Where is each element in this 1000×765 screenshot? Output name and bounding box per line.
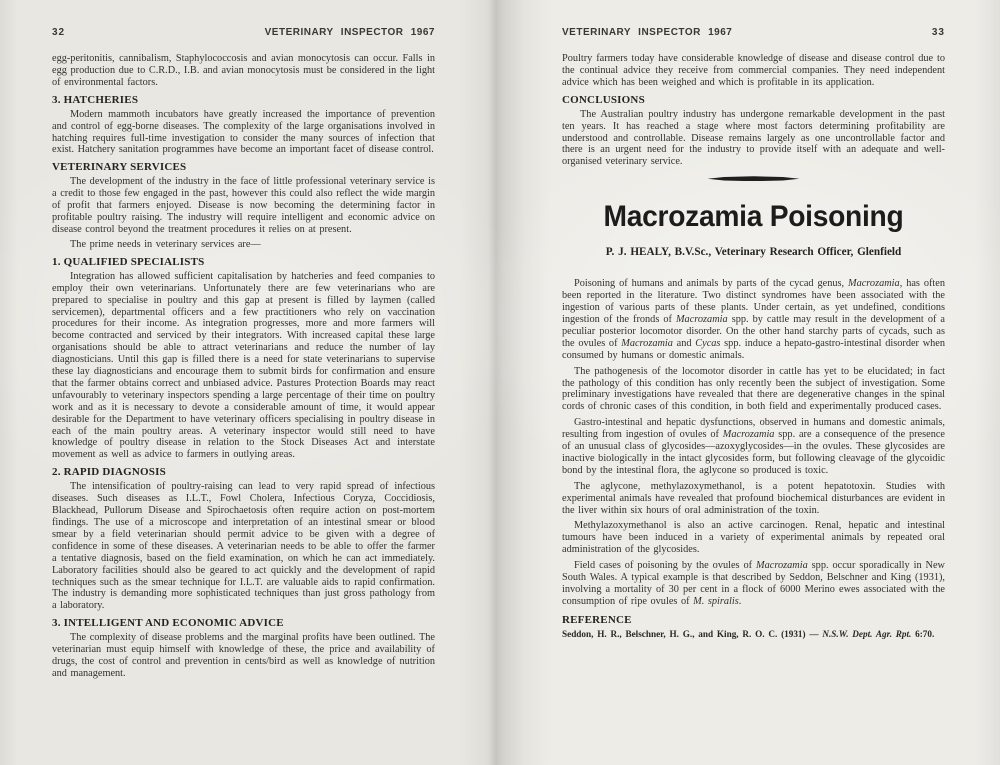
paragraph: Field cases of poisoning by the ovules of Macrozamia spp. occur sporadically in New South Wales. A typical example is that described by Seddon, Belschner and King (1931), involving a mortality of 30 per cent in a flock of 6000 Merino ewes associated with the consumption of ripe ovules of M. spiralis. — [562, 560, 945, 607]
paragraph-continued: egg-peritonitis, cannibalism, Staphylococcosis and avian monocytosis can occur. Falls in egg production due to C.R.D., I.B. and avian monocytosis must be considered in the light of environmental factors. — [52, 53, 435, 88]
section-heading-qualified-specialists: 1. QUALIFIED SPECIALISTS — [52, 255, 205, 268]
paragraph: The pathogenesis of the locomotor disorder in cattle has yet to be elucidated; in fact the pathology of this condition has only recently been the subject of investigation. Some preliminary investigations have revealed that there are degenerative changes in the spinal cords of chronic cases of this condition, in both field and experimentally produced cases. — [562, 365, 945, 413]
paragraph-continued: Poultry farmers today have considerable knowledge of disease and disease control due to the continual advice they receive from commercial companies. They need independent advice which has been weighed and which is profitable in its application. — [562, 53, 945, 88]
left-page — [52, 27, 435, 683]
article-title: Macrozamia Poisoning — [603, 200, 904, 234]
right-running-head-row — [562, 27, 945, 38]
paragraph: The intensification of poultry-raising can lead to very rapid spread of infectious diseases. Such diseases as I.L.T., Fowl Cholera, Infectious Coryza, Coccidiosis, Blackhead, Pullorum Disease and Spirochaetosis often require action on post-mortem findings. The use of a microscope and interpretation of an intestinal smear or blood smear by a field veterinarian should permit advice to be given with a degree of confidence in some of these diseases. A veterinarian needs to be able to offer the farmer a tentative diagnosis, based on the field examination, on which he can act immediately. Laboratory facilities should also be geared to act quickly and the development of rapid techniques such as the smear technique for I.L.T. are valuable aids to rapid confirmation. The industry is demanding more sophisticated techniques than just gross pathology from a laboratory. — [52, 481, 435, 612]
paragraph: Methylazoxymethanol is also an active carcinogen. Renal, hepatic and intestinal tumours have been induced in a variety of experimental animals by repeated oral administration of the glycosides. — [562, 520, 945, 556]
paragraph: Poisoning of humans and animals by parts of the cycad genus, Macrozamia, has often been reported in the literature. Two distinct syndromes have been associated with the ingestion of various parts of these plants. Under certain, as yet undefined, conditions ingestion of the fronds of Macrozamia spp. by cattle may result in the development of a peculiar posterior locomotor disorder. On the other hand starchy parts of cycads, such as the ovules of Macrozamia and Cycas spp. induce a hepato-gastro-intestinal disorder when consumed by humans or domestic animals. — [562, 278, 946, 361]
paragraph: The aglycone, methylazoxymethanol, is a potent hepatotoxin. Studies with experimental animals have revealed that profound biochemical disturbances are evident in the liver within six hours of oral administration of the toxin. — [562, 480, 945, 516]
section-divider-rule — [708, 176, 800, 181]
paragraph: The complexity of disease problems and the marginal profits have been outlined. The veterinarian must equip himself with knowledge of these, the price and availability of drugs, the cost of control and prevention in cents/bird as well as knowledge of nutrition and management. — [52, 632, 435, 679]
reference-heading: REFERENCE — [562, 613, 632, 626]
left-page-number: 32 — [52, 27, 66, 38]
right-page — [562, 27, 945, 640]
section-heading-rapid-diagnosis: 2. RAPID DIAGNOSIS — [52, 466, 166, 479]
section-heading-hatcheries: 3. HATCHERIES — [52, 93, 139, 106]
paragraph: Modern mammoth incubators have greatly increased the importance of prevention and control of egg-borne diseases. The complexity of the large organisations involved in hatching requires full-time investigation to consider the many sources of infection that exist. Hatchery sanitation programmes have become an important facet of disease control. — [52, 108, 435, 156]
section-heading-conclusions: CONCLUSIONS — [562, 93, 645, 106]
article-byline: P. J. HEALY, B.V.Sc., Veterinary Research Officer, Glenfield — [605, 246, 902, 259]
left-running-head-row — [52, 27, 435, 38]
paragraph: Integration has allowed sufficient capitalisation by hatcheries and feed companies to employ their own veterinarians. Unfortunately there are few veterinarians who are prepared to specialise in poultry and this gap at present is filled by laymen (called servicemen), departmental officers and a few practitioners who rely on vaccination procedures for their income. As integration progresses, more and more farmers will become contracted and serviced by their integrators. With increased capital these large organisations should be able to attract veterinarians and reduce the number of lay diagnosticians. Until this gap is filled there is a need for state veterinarians to supervise these lay diagnosticians and encourage them to submit birds for confirmation and ensure that the farmer obtains correct and unbiased advice. Pastures Protection Boards may react unfavourably to veterinary inspectors spending a large percentage of their time on poultry work and as it is necessary to devote a considerable amount of time, it would appear desirable for the Department to have veterinary officers specialising in poultry disease in each of the main poultry areas. A veterinary inspector would still need to have knowledge of poultry disease in relation to the Stock Diseases Act and interstate movement as well as advice to farmers in outlying areas. — [52, 270, 435, 461]
paragraph: The Australian poultry industry has undergone remarkable development in the past ten years. It has reached a stage where most factors determining profitability are understood and controllable. Disease remains largely as one uncontrollable factor and there is an urgent need for the industry to provide itself with an adequate and well-organised veterinary service. — [562, 108, 945, 168]
paragraph: Gastro-intestinal and hepatic dysfunctions, observed in humans and domestic animals, resulting from ingestion of ovules of Macrozamia spp. are a consequence of the presence of an unusual class of glycosides—azoxyglycosides—in the ovules. These glycosides are inactive biologically in the intact glycosides form, but following cleavage of the glycoidic bond by the intestinal flora, the aglycone so produced is toxic. — [562, 417, 945, 476]
paragraph: The development of the industry in the face of little professional veterinary service is a credit to those few engaged in the past, however this could also reflect the wide margin of profit that farmers enjoyed. Disease is now becoming the determining factor in profitable poultry raising. The industry will require intelligent and economic advice on disease control beyond the treatment procedures it relies on at present. — [52, 176, 435, 235]
right-running-head-title: VETERINARY INSPECTOR 1967 — [562, 27, 733, 38]
right-page-number: 33 — [931, 27, 945, 38]
section-heading-intelligent-economic-advice: 3. INTELLIGENT AND ECONOMIC ADVICE — [52, 617, 284, 630]
article-macrozamia-poisoning — [562, 176, 945, 640]
left-running-head-title: VETERINARY INSPECTOR 1967 — [264, 27, 435, 38]
section-heading-veterinary-services: VETERINARY SERVICES — [52, 161, 187, 174]
reference-entry: Seddon, H. R., Belschner, H. G., and King, R. O. C. (1931) — N.S.W. Dept. Agr. Rpt. 6:70. — [562, 628, 935, 639]
paragraph: The prime needs in veterinary services are— — [70, 238, 261, 250]
